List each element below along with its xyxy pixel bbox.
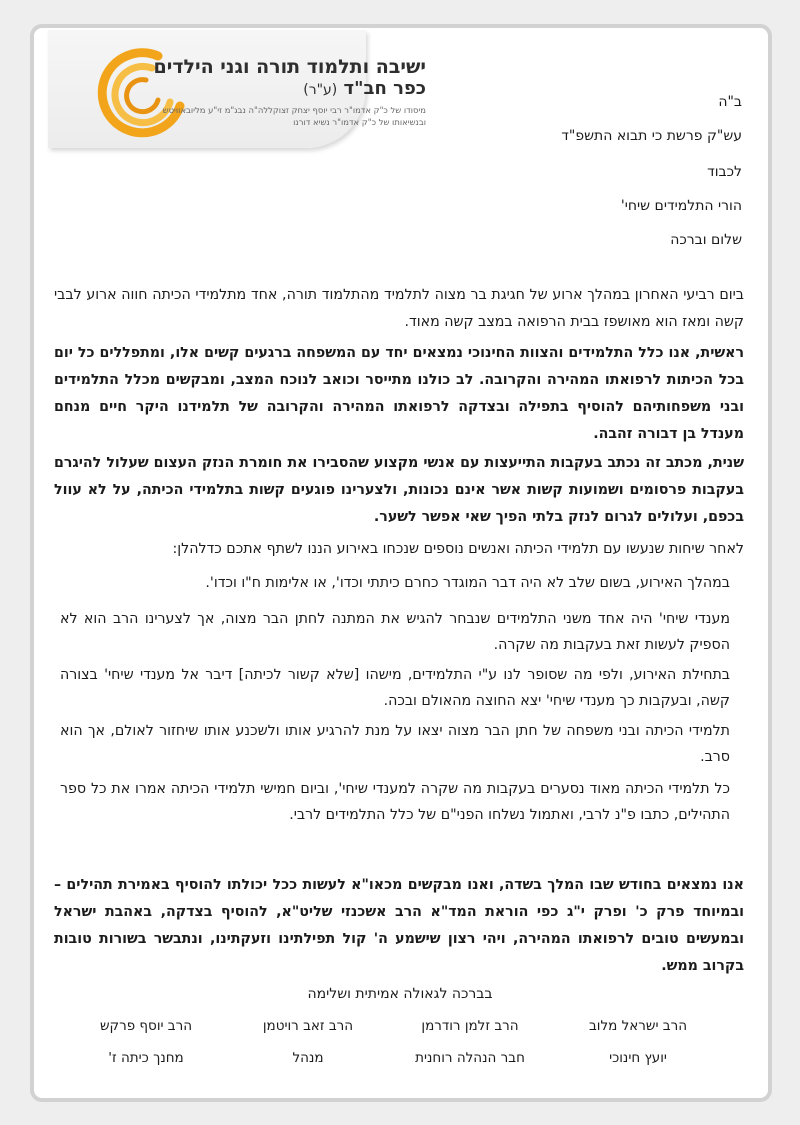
greeting: שלום וברכה — [670, 232, 742, 248]
address-to: לכבוד — [707, 164, 742, 180]
bh-mark: ב"ה — [718, 94, 742, 110]
signatory-role: יועץ חינוכי — [609, 1050, 667, 1066]
signatory-role: מחנך כיתה ז' — [108, 1050, 184, 1066]
signatory-role: מנהל — [292, 1050, 324, 1066]
closing-line: בברכה לגאולה אמיתית ושלימה — [307, 986, 493, 1002]
address-recipients: הורי התלמידים שיחי' — [620, 198, 742, 214]
signatory-name: הרב יוסף פרקש — [99, 1018, 193, 1034]
list-item: בתחילת האירוע, ולפי מה שסופר לנו ע"י התלמידים, מישהו [שלא קשור לכיתה] דיבר אל מענדי שיחי' בצורה קשה, ובעקבות כך מענדי שיחי' יצא החוצה מהאולם ובכה. — [60, 667, 730, 709]
signatory-name: הרב זאב רויטמן — [262, 1018, 354, 1034]
first-paragraph: ראשית, אנו כלל התלמידים והצוות החינוכי נמצאים יחד עם המשפחה ברגעים קשים אלו, ומתפללים כל יום בכל הכיתות לרפואתו המהירה והקרובה. לב כולנו מתייסר וכואב לנוכח המצב, ומבקשים מכלל התלמידים ובני משפחותיהם להוסיף בתפילה ובצדקה לרפואתו המהירה והקרובה של תלמידנו היקר חיים מנחם מענדל בן דבורה זהבה. — [54, 345, 744, 442]
signatory-role: חבר הנהלה רוחנית — [415, 1050, 525, 1066]
second-paragraph: שנית, מכתב זה נכתב בעקבות התייעצות עם אנשי מקצוע שהסבירו את חומרת הנזק העצום שעלול להיגרם בעקבות פרסומים ושמועות קשות אשר אינם נכונות, ולצערינו פוגעים קשות בתלמידי הכיתה, על לא עוול בכפם, ועלולים לגרום לנזק בלתי הפיך שאי אפשר לשער. — [54, 455, 744, 525]
list-item: כל תלמידי הכיתה מאוד נסערים בעקבות מה שקרה למענדי שיחי', וביום חמישי תלמידי הכיתה אמרו את כל ספר התהילים, כתבו פ"נ לרבי, ואתמול נשלחו הפני"ם של כלל התלמידים לרבי. — [60, 781, 730, 823]
letter-date: עש"ק פרשת כי תבוא התשפ"ד — [561, 128, 742, 144]
list-item: תלמידי הכיתה ובני משפחה של חתן הבר מצוה יצאו על מנת להרגיע אותו ולשכנע אותו שיחזור לאולם, אך הוא סרב. — [60, 723, 730, 765]
org-name: ישיבה ותלמוד תורה וגני הילדים — [153, 56, 426, 78]
signatory-name: הרב זלמן רודרמן — [421, 1018, 519, 1034]
org-subtitle: כפר חב"ד (ע"ר) — [303, 78, 426, 99]
org-founding-note: מיסודו של כ"ק אדמו"ר רבי יוסף יצחק זצוקללה"ה נבג"מ זי"ע מליובאוויטש ובנשיאותו של כ"ק אדמו"ר נשיא דורנו — [162, 105, 426, 127]
list-item: מענדי שיחי' היה אחד משני התלמידים שנבחר להגיש את המתנה לחתן הבר מצוה, אך לצערינו הרב הוא לא הספיק לעשות זאת בעקבות מה שקרה. — [60, 611, 730, 653]
list-item: במהלך האירוע, בשום שלב לא היה דבר המוגדר כחרם כיתתי וכדו', או אלימות ח"ו וכדו'. — [205, 575, 730, 591]
lead-paragraph: לאחר שיחות שנעשו עם תלמידי הכיתה ואנשים נוספים שנכחו באירוע הננו לשתף אתכם כדלהלן: — [172, 541, 744, 557]
intro-paragraph: ביום רביעי האחרון במהלך ארוע של חגיגת בר מצוה לתלמיד מהתלמוד תורה, אחד מתלמידי הכיתה חווה ארוע לבבי קשה ומאז הוא מאושפז בבית הרפואה במצב קשה מאוד. — [54, 287, 744, 330]
signatory-name: הרב ישראל מלוב — [588, 1018, 688, 1034]
final-paragraph: אנו נמצאים בחודש שבו המלך בשדה, ואנו מבקשים מכאו"א לעשות ככל יכולתו להוסיף באמירת תהילים – ובמיוחד פרק כ' ופרק י"ג כפי הוראת המד"א הרב אשכנזי שליט"א, להוסיף בצדקה, באהבת ישראל ובמעשים טובים לרפואתו המהירה, ויהי רצון שישמע ה' קול תפילתינו וזעקתינו, ונתבשר בשורות טובות בקרוב ממש. — [54, 877, 744, 974]
